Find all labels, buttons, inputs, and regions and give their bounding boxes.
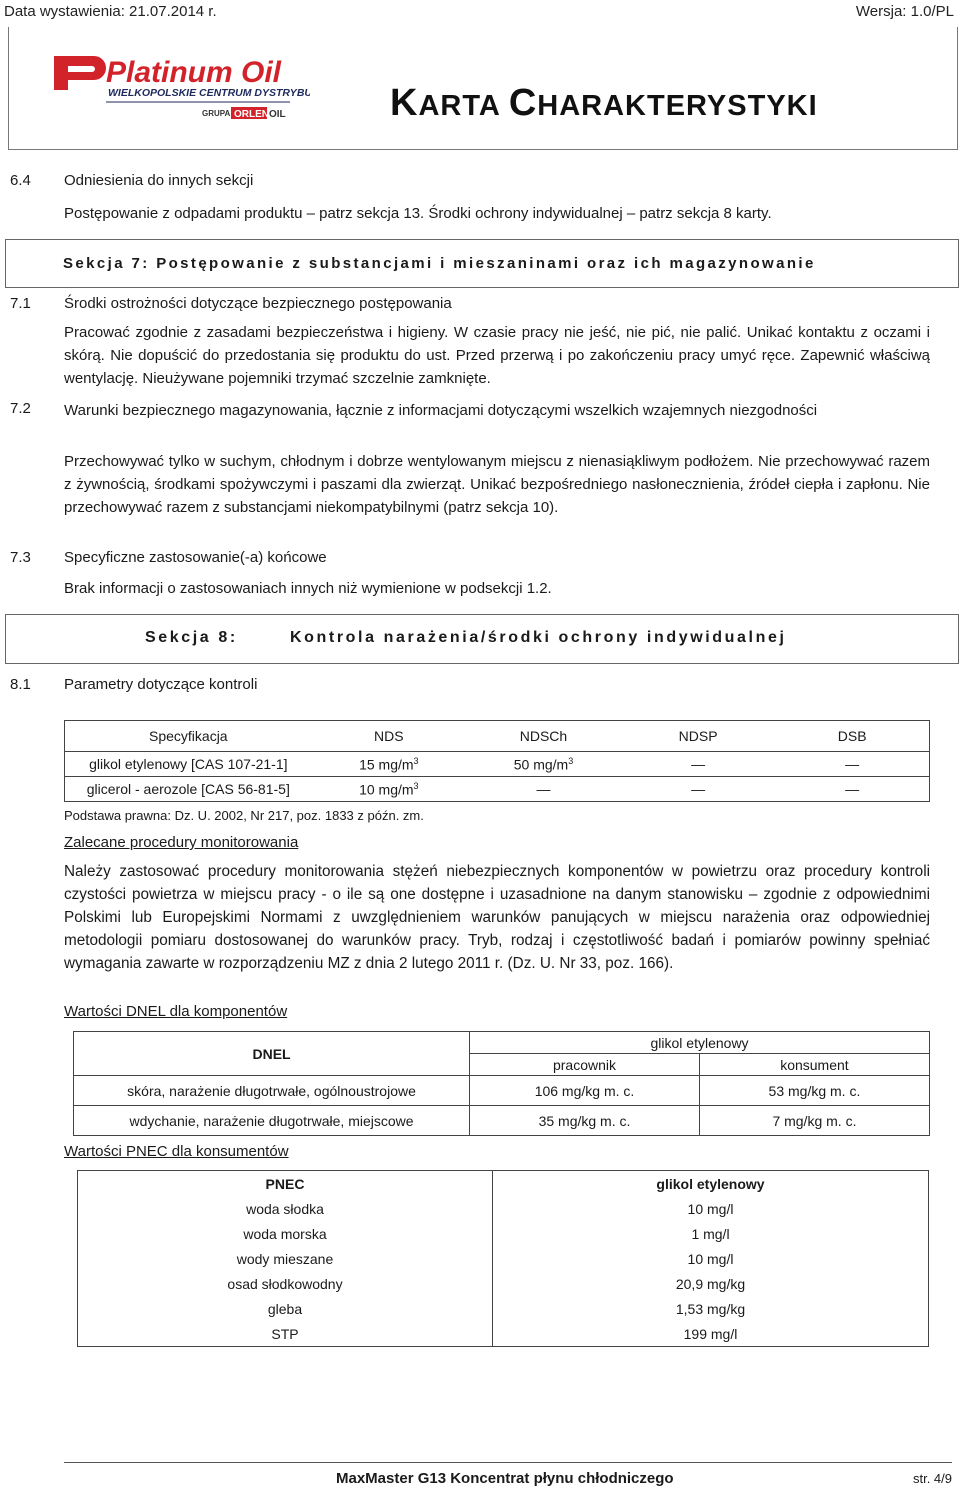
issue-date: Data wystawienia: 21.07.2014 r. xyxy=(4,3,217,20)
company-logo xyxy=(50,52,310,124)
table-header: DNEL xyxy=(74,1032,470,1076)
table-cell: — xyxy=(691,756,706,772)
subsection-text: Przechowywać tylko w suchym, chłodnym i dobrze wentylowanym miejscu z nienasiąkliwym podłożem. Nie przechowywać razem z żywnością, środkami spożywczymi i paszami dla zwierząt. Unikać bezpośredniego nasłonecznienia, źródeł ciepła i zapłonu. Nie przechowywać razem z substancjami niekompatybilnymi (patrz sekcja 10). xyxy=(64,453,930,516)
footer-divider xyxy=(64,1462,952,1463)
table-header: glikol etylenowy xyxy=(656,1175,765,1192)
table-header: konsument xyxy=(780,1056,849,1073)
section-number: 7.2 xyxy=(10,400,31,417)
subsection-title: Parametry dotyczące kontroli xyxy=(64,676,258,693)
document-title: KARTA CHARAKTERYSTYKI xyxy=(390,82,818,124)
section-8-label: Sekcja 8: xyxy=(145,629,238,646)
table-cell: — xyxy=(845,756,860,772)
subsection-title: Środki ostrożności dotyczące bezpiecznego postępowania xyxy=(64,295,452,312)
table-cell: 50 $mg/m^3$ xyxy=(513,755,574,773)
logo-group: GRUPA xyxy=(202,109,231,118)
table-cell: — xyxy=(536,781,551,797)
table-header: DSB xyxy=(837,728,867,744)
table-row xyxy=(78,1222,929,1247)
table-row xyxy=(78,1297,929,1322)
table-cell: 7 mg/kg m. c. xyxy=(772,1112,857,1129)
dnel-title: Wartości DNEL dla komponentów xyxy=(64,1003,288,1020)
table-cell: 20,9 mg/kg xyxy=(675,1276,746,1292)
table-row xyxy=(78,1247,929,1272)
table-header: glikol etylenowy xyxy=(470,1032,930,1054)
table-row xyxy=(78,1322,929,1347)
table-header: NDSCh xyxy=(519,728,568,744)
table-row xyxy=(74,1106,930,1136)
table-row xyxy=(65,752,930,777)
section-8-bar xyxy=(5,614,959,664)
table-cell: 199 mg/l xyxy=(683,1325,738,1342)
section-number: 8.1 xyxy=(10,676,31,693)
version: Wersja: 1.0/PL xyxy=(855,3,954,20)
table-cell: gleba xyxy=(78,1297,493,1322)
subsection-title: Specyficzne zastosowanie(-a) końcowe xyxy=(64,549,327,566)
section-number: 7.3 xyxy=(10,549,31,566)
table-cell: — xyxy=(845,781,860,797)
table-cell: 106 mg/kg m. c. xyxy=(470,1076,700,1106)
monitoring-title: Zalecane procedury monitorowania xyxy=(64,834,299,851)
section-number: 6.4 xyxy=(10,172,31,189)
section-8-title: Kontrola narażenia/środki ochrony indywidualnej xyxy=(290,629,787,646)
table-row xyxy=(74,1076,930,1106)
table-row xyxy=(78,1197,929,1222)
pnec-table xyxy=(77,1170,929,1347)
table-cell: 10 mg/l xyxy=(687,1201,734,1217)
table-cell: woda słodka xyxy=(78,1197,493,1222)
dnel-table xyxy=(73,1031,930,1136)
subsection-title: Odniesienia do innych sekcji xyxy=(64,172,254,189)
table-cell: osad słodkowodny xyxy=(78,1272,493,1297)
table-header: NDS xyxy=(374,728,404,744)
nds-table xyxy=(64,720,930,802)
table-cell: — xyxy=(691,781,706,797)
subsection-text: Pracować zgodnie z zasadami bezpieczeństwa i higieny. W czasie pracy nie jeść, nie pić, nie palić. Unikać kontaktu z oczami i skórą. Nie dopuścić do przedostania się produktu do ust. Przed przerwą i po zakończeniu pracy umyć ręce. Zapewnić właściwą wentylację. Nieużywane pojemniki trzymać szczelnie zamknięte. xyxy=(64,324,930,387)
logo-orlen: ORLEN xyxy=(234,109,269,120)
table-cell: 15 $mg/m^3$ xyxy=(359,755,419,773)
legal-basis: Podstawa prawna: Dz. U. 2002, Nr 217, poz. 1833 z późn. zm. xyxy=(64,808,424,823)
subsection-title: Warunki bezpiecznego magazynowania, łącznie z informacjami dotyczącymi wszelkich wzajemnych niezgodności xyxy=(64,402,818,419)
platinum-oil-logo xyxy=(50,52,310,124)
subsection-text: Postępowanie z odpadami produktu – patrz sekcja 13. Środki ochrony indywidualnej – patrz sekcja 8 karty. xyxy=(64,205,772,222)
section-7-title: Sekcja 7: Postępowanie z substancjami i mieszaninami oraz ich magazynowanie xyxy=(63,255,816,272)
table-row xyxy=(78,1272,929,1297)
table-cell: 1 mg/l xyxy=(691,1226,730,1242)
table-header: PNEC xyxy=(78,1171,493,1197)
table-cell: 1,53 mg/kg xyxy=(675,1301,746,1317)
logo-subtitle: WIELKOPOLSKIE CENTRUM DYSTRYBUCJI xyxy=(108,87,310,99)
table-cell: 10 mg/l xyxy=(687,1251,734,1267)
section-number: 7.1 xyxy=(10,295,31,312)
subsection-text: Brak informacji o zastosowaniach innych niż wymienione w podsekcji 1.2. xyxy=(64,580,552,597)
section-7-bar xyxy=(5,239,959,288)
table-cell: 10 $mg/m^3$ xyxy=(359,780,419,798)
table-cell: 53 mg/kg m. c. xyxy=(768,1082,861,1099)
table-row xyxy=(65,777,930,802)
table-cell: STP xyxy=(78,1322,493,1347)
table-header: pracownik xyxy=(470,1054,700,1076)
table-cell: glicerol - aerozole [CAS 56-81-5] xyxy=(86,781,290,797)
table-header: Specyfikacja xyxy=(149,728,228,744)
pnec-title: Wartości PNEC dla konsumentów xyxy=(64,1143,289,1160)
table-cell: skóra, narażenie długotrwałe, ogólnoustrojowe xyxy=(74,1076,470,1106)
footer-page: str. 4/9 xyxy=(912,1471,952,1486)
monitoring-text: Należy zastosować procedury monitorowania stężeń niebezpiecznych komponentów w powietrzu oraz procedury kontroli czystości powietrza w miejscu pracy - o ile są one dostępne i uzasadnione na danym stanowisku – zgodnie z odpowiednimi Polskimi lub Europejskimi Normami z uwzględnieniem warunków panujących w miejscu narażenia oraz odpowiedniej metodologii pomiaru dostosowanej do warunków pracy. Tryb, rodzaj i częstotliwość badań i pomiarów powinny spełniać wymagania zawarte w rozporządzeniu MZ z dnia 2 lutego 2011 r. (Dz. U. Nr 33, poz. 166). xyxy=(64,863,930,972)
table-cell: glikol etylenowy [CAS 107-21-1] xyxy=(89,756,288,772)
table-cell: wody mieszane xyxy=(78,1247,493,1272)
table-cell: 35 mg/kg m. c. xyxy=(470,1106,700,1136)
table-cell: woda morska xyxy=(78,1222,493,1247)
footer-product: MaxMaster G13 Koncentrat płynu chłodniczego xyxy=(336,1470,674,1487)
table-header: NDSP xyxy=(678,728,718,744)
logo-brand: Platinum Oil xyxy=(106,56,282,89)
logo-oil: OIL xyxy=(269,109,286,120)
table-cell: wdychanie, narażenie długotrwałe, miejscowe xyxy=(74,1106,470,1136)
